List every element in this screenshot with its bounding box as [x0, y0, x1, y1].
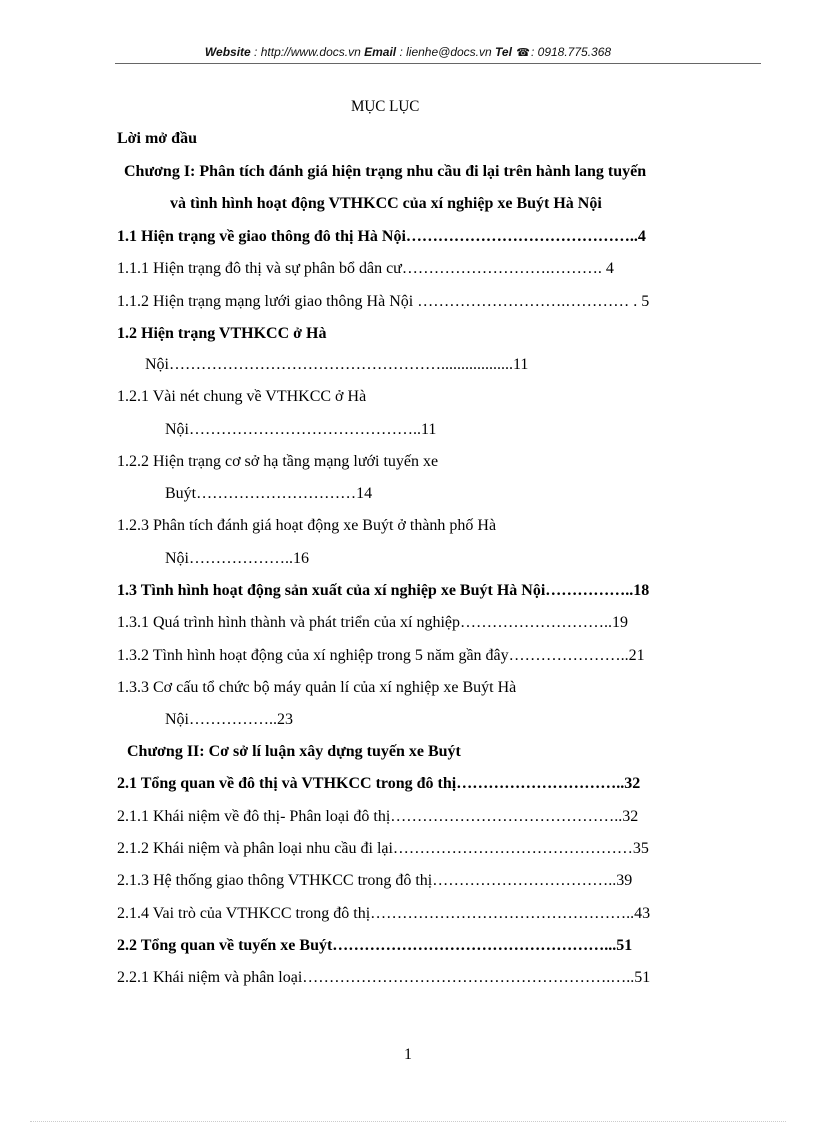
- toc-entry-1-2-1-line-1: 1.2.1 Vài nét chung về VTHKCC ở Hà: [117, 388, 367, 405]
- toc-entry-2-1-2: 2.1.2 Khái niệm và phân loại nhu cầu đi lại………………………………………35: [117, 840, 649, 857]
- header-divider: [115, 63, 761, 64]
- toc-entry-1-2-line-1: 1.2 Hiện trạng VTHKCC ở Hà: [117, 325, 327, 342]
- tel-label: Tel: [495, 45, 512, 59]
- telephone-icon: ☎: [516, 47, 530, 59]
- toc-entry-1-2-3-line-1: 1.2.3 Phân tích đánh giá hoạt động xe Buýt ở thành phố Hà: [117, 517, 497, 534]
- toc-entry-1-1: 1.1 Hiện trạng về giao thông đô thị Hà Nội……………………………………..4: [117, 228, 646, 245]
- page-header: [0, 45, 816, 59]
- toc-intro: Lời mở đầu: [117, 130, 197, 147]
- toc-entry-2-1-1: 2.1.1 Khái niệm về đô thị- Phân loại đô thị……………………………………..32: [117, 808, 639, 825]
- toc-entry-1-3: 1.3 Tình hình hoạt động sản xuất của xí nghiệp xe Buýt Hà Nội……………..18: [117, 582, 650, 599]
- toc-chapter-2: Chương II: Cơ sở lí luận xây dựng tuyến xe Buýt: [127, 743, 461, 760]
- tel-value: : 0918.775.368: [530, 45, 612, 59]
- email-label: Email: [364, 45, 397, 59]
- toc-entry-1-1-2: 1.1.2 Hiện trạng mạng lưới giao thông Hà Nội ……………………….………… . 5: [117, 293, 650, 310]
- toc-entry-1-3-1: 1.3.1 Quá trình hình thành và phát triển của xí nghiệp………………………..19: [117, 614, 629, 631]
- toc-entry-1-2-2-line-1: 1.2.2 Hiện trạng cơ sở hạ tầng mạng lưới tuyến xe: [117, 453, 439, 470]
- website-value: : http://www.docs.vn: [250, 45, 365, 59]
- toc-entry-2-2-1: 2.2.1 Khái niệm và phân loại………………………………………………….…..51: [117, 969, 651, 986]
- email-value: : lienhe@docs.vn: [396, 45, 496, 59]
- page-bottom-border: [30, 1121, 786, 1122]
- toc-chapter-1-line-2: và tình hình hoạt động VTHKCC của xí nghiệp xe Buýt Hà Nội: [170, 195, 602, 212]
- toc-entry-1-1-1: 1.1.1 Hiện trạng đô thị và sự phân bổ dân cư……………………….………. 4: [117, 260, 614, 277]
- toc-entry-2-1: 2.1 Tổng quan về đô thị và VTHKCC trong đô thị…………………………..32: [117, 775, 641, 792]
- page-number: 1: [404, 1046, 412, 1063]
- toc-chapter-1-line-1: Chương I: Phân tích đánh giá hiện trạng nhu cầu đi lại trên hành lang tuyến: [124, 163, 647, 180]
- website-label: Website: [204, 45, 251, 59]
- toc-entry-2-1-3: 2.1.3 Hệ thống giao thông VTHKCC trong đô thị……………………………..39: [117, 872, 633, 889]
- toc-entry-1-2-1-line-2: Nội……………………………………..11: [165, 421, 437, 438]
- toc-entry-2-1-4: 2.1.4 Vai trò của VTHKCC trong đô thị…………………………………………..43: [117, 905, 651, 922]
- toc-title: MỤC LỤC: [350, 98, 420, 115]
- toc-entry-2-2: 2.2 Tổng quan về tuyến xe Buýt……………………………………………...51: [117, 937, 633, 954]
- toc-entry-1-3-3-line-1: 1.3.3 Cơ cấu tổ chức bộ máy quản lí của xí nghiệp xe Buýt Hà: [117, 679, 517, 696]
- toc-entry-1-2-2-line-2: Buýt…………………………14: [165, 485, 373, 502]
- toc-entry-1-2-line-2: Nội……………………………………………..................11: [145, 356, 529, 373]
- toc-entry-1-3-2: 1.3.2 Tình hình hoạt động của xí nghiệp trong 5 năm gần đây…………………..21: [117, 647, 645, 664]
- toc-entry-1-3-3-line-2: Nội……………..23: [165, 711, 293, 728]
- toc-entry-1-2-3-line-2: Nội………………..16: [165, 550, 309, 567]
